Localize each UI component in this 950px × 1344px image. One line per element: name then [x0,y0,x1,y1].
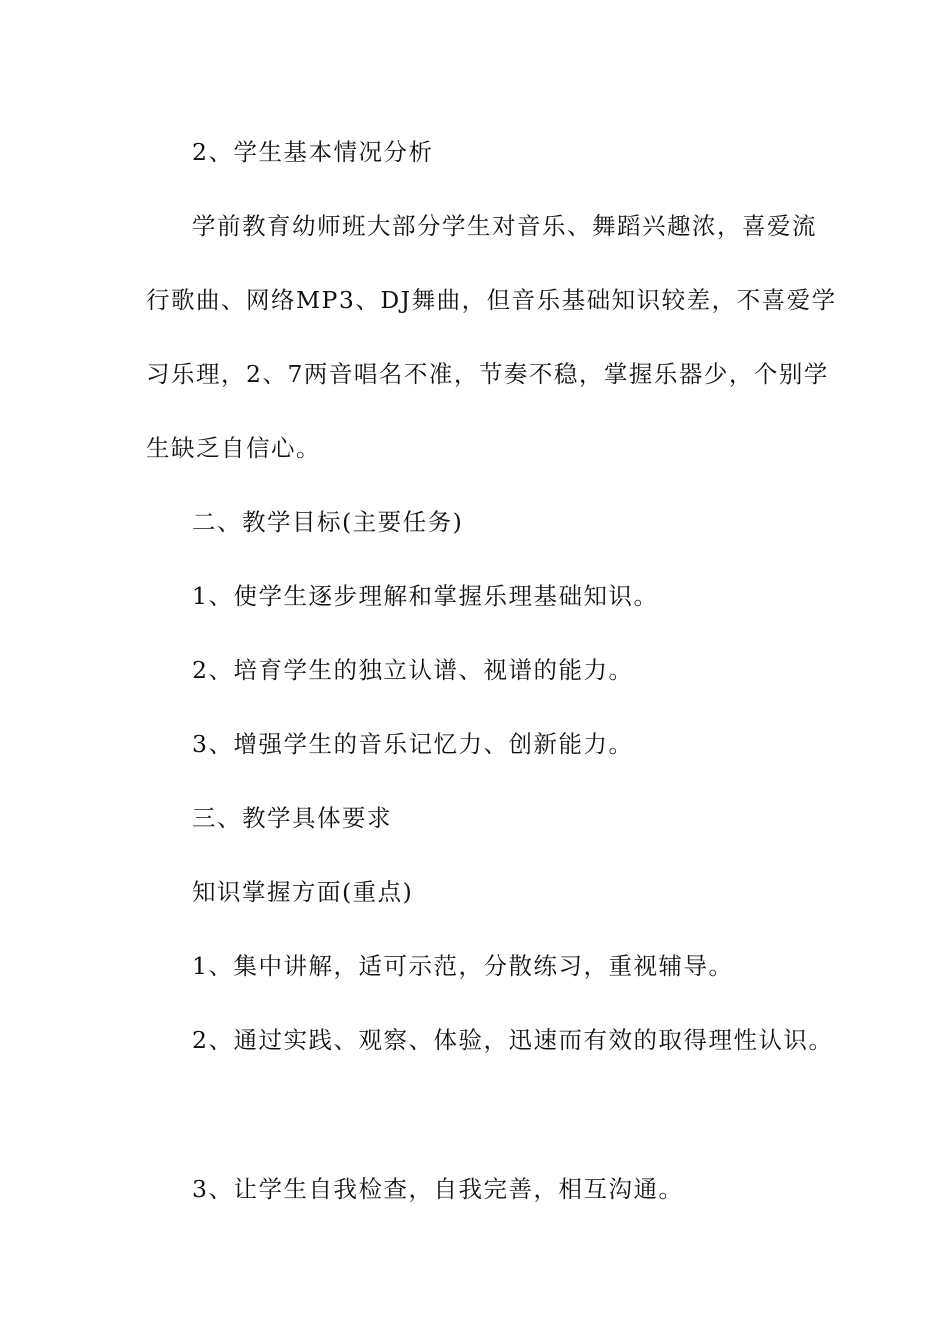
list-item: 1、使学生逐步理解和掌握乐理基础知识。 [192,582,659,610]
section-heading-teaching-requirements: 三、教学具体要求 [192,804,392,832]
paragraph-line: 习乐理，2、7两音唱名不准，节奏不稳，掌握乐器少，个别学 [146,360,829,388]
paragraph-line: 学前教育幼师班大部分学生对音乐、舞蹈兴趣浓，喜爱流 [192,212,817,240]
section-heading-teaching-goals: 二、教学目标(主要任务) [192,508,464,536]
list-item: 1、集中讲解，适可示范，分散练习，重视辅导。 [192,952,734,980]
list-item: 2、培育学生的独立认谱、视谱的能力。 [192,656,634,684]
paragraph-line: 行歌曲、网络MP3、DJ舞曲，但音乐基础知识较差，不喜爱学 [146,286,837,314]
subheading-knowledge: 知识掌握方面(重点) [192,878,414,906]
list-item: 3、让学生自我检查，自我完善，相互沟通。 [192,1175,684,1203]
list-item: 2、通过实践、观察、体验，迅速而有效的取得理性认识。 [192,1026,834,1054]
list-item: 3、增强学生的音乐记忆力、创新能力。 [192,730,634,758]
section-heading-student-analysis: 2、学生基本情况分析 [192,138,434,166]
paragraph-line: 生缺乏自信心。 [146,434,321,462]
